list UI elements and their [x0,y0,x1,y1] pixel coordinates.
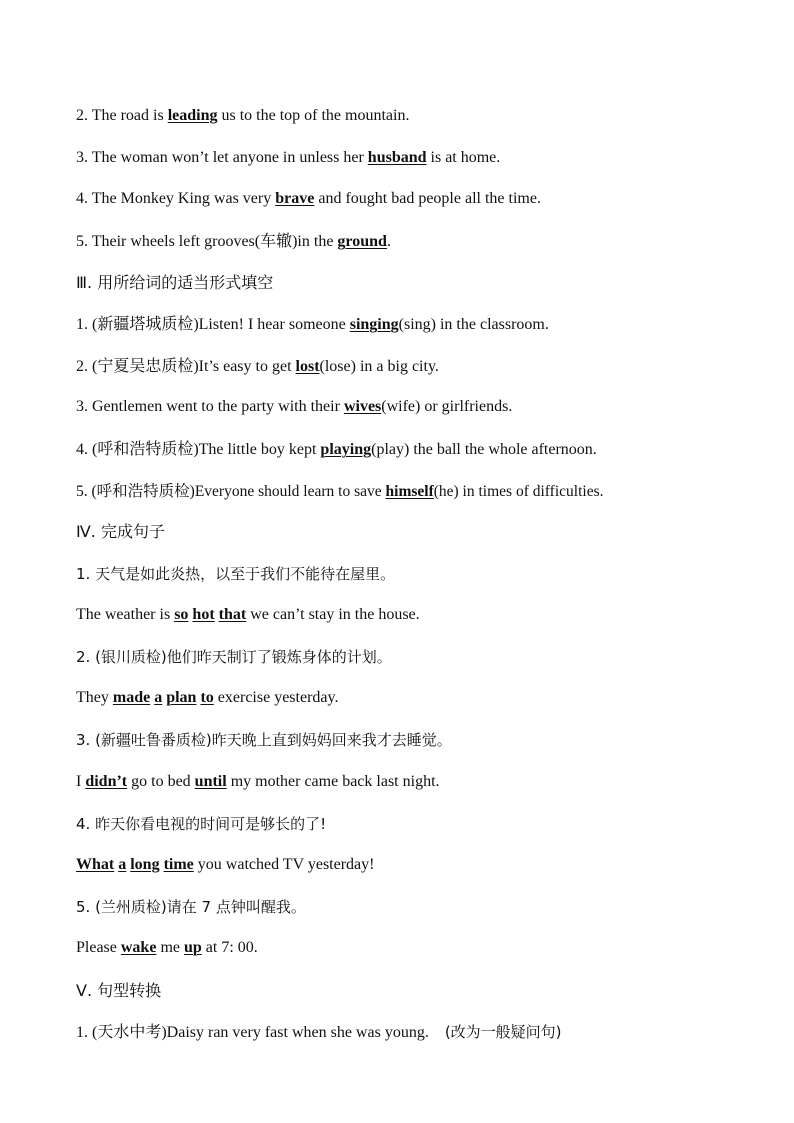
item-text: me [156,939,184,956]
item-text: The weather is [76,606,175,623]
exercise-item [76,232,391,252]
item-text: us to the top of the mountain. [217,107,410,124]
answer-word: time [163,856,194,873]
item-text: 1. (天水中考)Daisy ran very fast when she was young. [76,1024,429,1041]
exercise-item [76,315,549,335]
answer-word: playing [320,441,372,458]
exercise-item [76,189,541,209]
answer-word: didn’t [85,773,128,790]
answer-word: to [200,689,214,706]
exercise-item [76,357,439,377]
answer-word: lost [295,358,320,375]
item-text: is at home. [426,149,501,166]
answer-word: husband [367,149,427,166]
item-text: They [76,689,113,706]
item-text: (sing) in the classroom. [398,316,549,333]
item-text: 5. Their wheels left grooves(车辙)in the [76,233,338,250]
item-text: 2. (宁夏吴忠质检)It’s easy to get [76,358,296,375]
item-text: 1. (新疆塔城质检)Listen! I hear someone [76,316,350,333]
item-text: 3. Gentlemen went to the party with their [76,398,344,415]
exercise-item [76,482,603,502]
answer-word: What [76,856,115,873]
item-text: we can’t stay in the house. [246,606,420,623]
answer-word: ground [337,233,387,250]
exercise-item [76,106,409,126]
answer-word: brave [275,190,315,207]
answer-word: until [194,773,227,790]
item-text: Please [76,939,121,956]
item-text: 5. (呼和浩特质检)Everyone should learn to save [76,483,386,500]
answer-word: hot [192,606,215,623]
section-heading: Ⅴ. 句型转换 [76,981,162,1000]
item-text: I [76,773,86,790]
chinese-prompt: 5. (兰州质检)请在 7 点钟叫醒我。 [76,898,306,916]
exercise-item [76,1022,562,1043]
item-text: at 7: 00. [201,939,258,956]
exercise-item [76,148,500,168]
chinese-prompt: 3. (新疆吐鲁番质检)昨天晚上直到妈妈回来我才去睡觉。 [76,731,452,749]
chinese-prompt: 1. 天气是如此炎热，以至于我们不能待在屋里。 [76,565,396,583]
answer-word: made [112,689,151,706]
answer-word: leading [167,107,218,124]
instruction-note: (改为一般疑问句) [444,1023,562,1041]
item-text: 4. The Monkey King was very [76,190,276,207]
chinese-prompt: 4. 昨天你看电视的时间可是够长的了! [76,815,327,833]
answer-sentence [76,688,338,708]
exercise-item [76,397,512,417]
item-text: (wife) or girlfriends. [381,398,513,415]
item-text: (he) in times of difficulties. [433,483,604,500]
answer-word: so [174,606,189,623]
answer-word: up [183,939,202,956]
answer-sentence [76,855,374,875]
chinese-prompt: 2. (银川质检)他们昨天制订了锻炼身体的计划。 [76,648,392,666]
item-text: . [386,233,391,250]
answer-sentence [76,772,440,792]
item-text: (lose) in a big city. [319,358,439,375]
answer-word: a [154,689,163,706]
answer-word: long [130,856,160,873]
answer-word: singing [349,316,399,333]
item-text: 4. (呼和浩特质检)The little boy kept [76,441,321,458]
answer-word: plan [166,689,197,706]
answer-sentence [76,605,420,625]
item-text: (play) the ball the whole afternoon. [371,441,597,458]
item-text: 3. The woman won’t let anyone in unless her [76,149,368,166]
item-text: and fought bad people all the time. [314,190,541,207]
answer-word: wives [343,398,382,415]
item-text: go to bed [127,773,195,790]
item-text: you watched TV yesterday! [193,856,375,873]
answer-word: a [118,856,127,873]
answer-sentence [76,938,258,958]
answer-word: himself [385,483,434,500]
answer-word: that [218,606,247,623]
item-text: 2. The road is [76,107,168,124]
answer-word: wake [120,939,157,956]
section-heading: Ⅲ. 用所给词的适当形式填空 [76,273,274,292]
item-text: exercise yesterday. [213,689,339,706]
item-text: my mother came back last night. [226,773,440,790]
section-heading: Ⅳ. 完成句子 [76,522,165,541]
exercise-item [76,440,597,460]
